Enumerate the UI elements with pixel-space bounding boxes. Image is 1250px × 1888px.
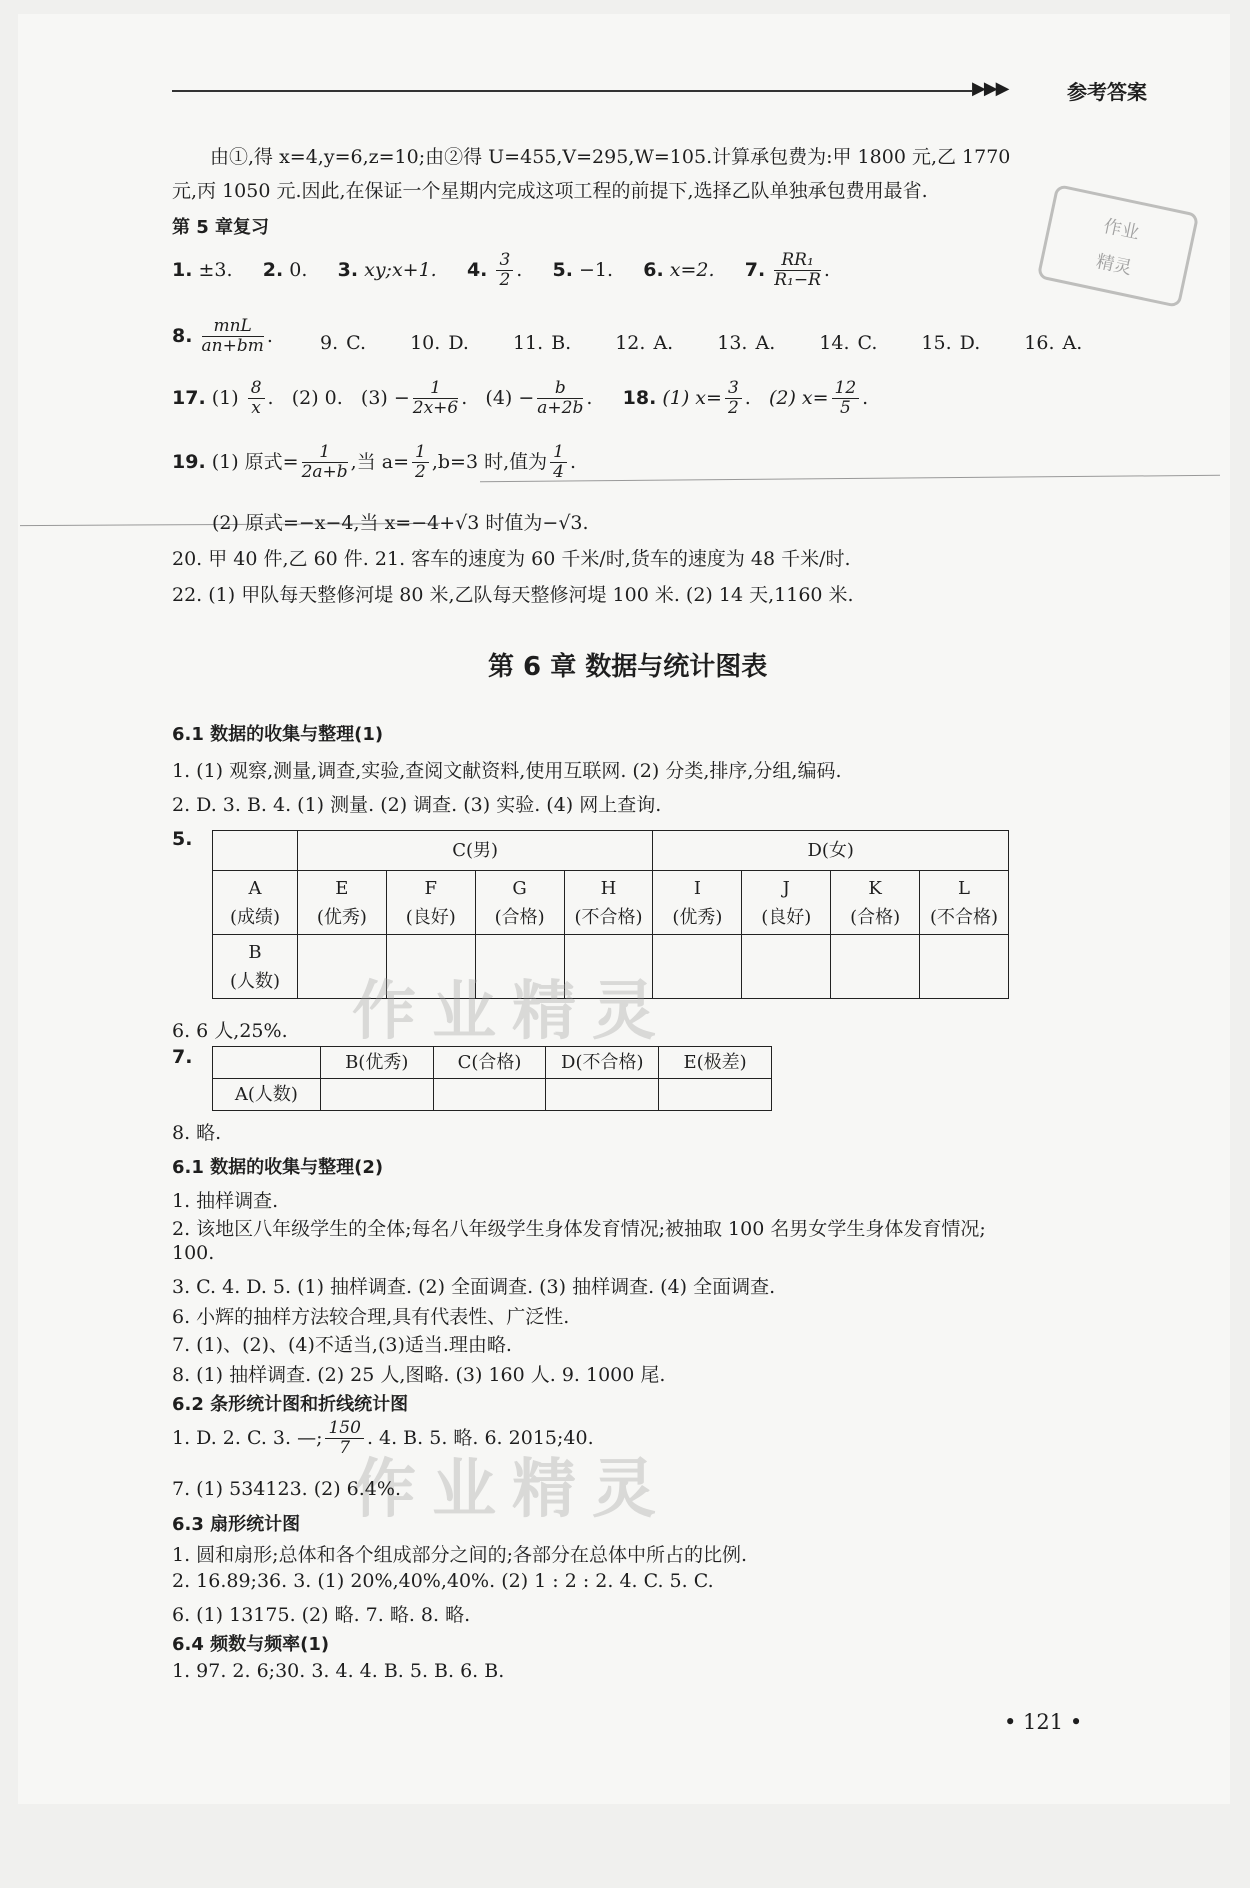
table-cell bbox=[386, 871, 475, 935]
watermark: 作业精灵 bbox=[352, 975, 672, 1049]
numerator: 1 bbox=[302, 444, 348, 463]
part: (2) 0. bbox=[291, 386, 343, 409]
answer: ±3. bbox=[198, 258, 233, 281]
numerator: 1 bbox=[413, 380, 458, 399]
table-cell bbox=[659, 1079, 772, 1111]
q-num: 6. bbox=[643, 258, 664, 281]
intro-line-2: 元,丙 1050 元.因此,在保证一个星期内完成这项工程的前提下,选择乙队单独承包费用最省. bbox=[172, 180, 928, 202]
cell-line: B bbox=[248, 941, 262, 963]
cell-line: (合格) bbox=[850, 906, 901, 928]
s61a-line-8: 8. 略. bbox=[172, 1122, 222, 1144]
cell-line: L bbox=[958, 877, 970, 899]
cell-line: K bbox=[868, 877, 882, 899]
intro-line-1: 由①,得 x=4,y=6,z=10;由②得 U=455,V=295,W=105.计算承包费为:甲 1800 元,乙 1770 bbox=[210, 146, 1011, 168]
numerator: 8 bbox=[248, 380, 265, 399]
denominator: 7 bbox=[339, 1437, 351, 1458]
table-cell bbox=[831, 871, 920, 935]
table-7 bbox=[212, 1046, 772, 1111]
s61b-line: 100. bbox=[172, 1242, 215, 1264]
table-cell-empty bbox=[213, 831, 298, 871]
cell-line: (优秀) bbox=[672, 906, 723, 928]
fraction bbox=[248, 380, 265, 418]
s64-line-1: 1. 97. 2. 6;30. 3. 4. 4. B. 5. B. 6. B. bbox=[172, 1660, 505, 1682]
table-header: E(极差) bbox=[659, 1047, 772, 1079]
table-cell bbox=[546, 1079, 659, 1111]
fraction bbox=[412, 444, 429, 482]
s61b-line: 3. C. 4. D. 5. (1) 抽样调查. (2) 全面调查. (3) 抽样调查. (4) 全面调查. bbox=[172, 1276, 776, 1298]
ch6-title: 第 6 章 数据与统计图表 bbox=[488, 652, 768, 682]
q-num: 4. bbox=[466, 258, 488, 281]
answer: 14. C. bbox=[819, 332, 878, 354]
numerator: b bbox=[537, 380, 583, 399]
cell-line: (优秀) bbox=[316, 906, 367, 928]
fraction bbox=[832, 380, 860, 418]
answer: 15. D. bbox=[921, 332, 981, 354]
table-cell bbox=[564, 871, 653, 935]
numerator: 1 bbox=[550, 444, 567, 463]
part: ,当 a= bbox=[350, 450, 409, 473]
stamp-line-2: 精灵 bbox=[1094, 251, 1134, 280]
q-num: 19. bbox=[172, 450, 206, 473]
table-cell bbox=[920, 871, 1009, 935]
table-cell bbox=[742, 935, 831, 999]
table-cell bbox=[742, 871, 831, 935]
s61b-line: 1. 抽样调查. bbox=[172, 1190, 279, 1212]
table-cell-empty bbox=[213, 1047, 321, 1079]
cell-line: F bbox=[424, 877, 437, 899]
part: (1) 原式= bbox=[211, 450, 299, 473]
q-num: 2. bbox=[262, 258, 284, 281]
table-row bbox=[213, 1047, 772, 1079]
denominator: 2a+b bbox=[301, 461, 348, 482]
denominator: a+2b bbox=[537, 397, 584, 418]
table-header: C(合格) bbox=[433, 1047, 546, 1079]
numerator: 3 bbox=[725, 380, 742, 399]
s63-line: 6. (1) 13175. (2) 略. 7. 略. 8. 略. bbox=[172, 1604, 471, 1626]
q-num: 18. bbox=[622, 386, 657, 409]
fraction bbox=[302, 444, 348, 482]
cell-line: (良好) bbox=[405, 906, 456, 928]
cell-line: (合格) bbox=[494, 906, 545, 928]
cell-line: G bbox=[512, 877, 527, 899]
s62-line-2: 7. (1) 534123. (2) 6.4%. bbox=[172, 1478, 401, 1500]
cell-line: I bbox=[693, 877, 701, 899]
watermark: 作业精灵 bbox=[352, 1453, 672, 1527]
numerator: RR₁ bbox=[774, 252, 821, 271]
ch5-row-7: 22. (1) 甲队每天整修河堤 80 米,乙队每天整修河堤 100 米. (2) 14 天,1160 米. bbox=[172, 584, 854, 606]
table-cell bbox=[433, 1079, 546, 1111]
fraction bbox=[202, 318, 264, 356]
ch5-row-4: 19. (1) 原式= $\frac{1}{2a+b}$ ,当 a= $\frac{1}{2}$ ,b=3 时,值为 $\frac{1}{4}$ . bbox=[172, 442, 576, 482]
cell-line: (良好) bbox=[761, 906, 812, 928]
denominator: 2x+6 bbox=[412, 397, 459, 418]
part: (2) x= bbox=[768, 386, 829, 409]
denominator: 4 bbox=[553, 461, 564, 482]
denominator: x bbox=[251, 397, 261, 418]
part: (1) x= bbox=[662, 386, 722, 409]
denominator: 2 bbox=[727, 397, 739, 418]
cell-line: (成绩) bbox=[229, 906, 280, 928]
ch5-title: 第 5 章复习 bbox=[172, 217, 270, 238]
numerator: 150 bbox=[325, 1420, 363, 1439]
cell-line: A bbox=[248, 877, 262, 899]
s61b-line: 6. 小辉的抽样方法较合理,具有代表性、广泛性. bbox=[172, 1306, 570, 1328]
cell-line: E bbox=[335, 877, 349, 899]
s64-title: 6.4 频数与频率(1) bbox=[172, 1634, 330, 1655]
denominator: R₁−R bbox=[774, 269, 821, 290]
ch5-row-3: 17. (1) $\frac{8}{x}$ . (2) 0. (3) − $\frac{1}{2x+6}$ . (4) − $\frac{b}{a+2b}$ . 18. (1) x= $\frac{3}{2}$ . (2) x= $\frac{12}{5}$ . bbox=[172, 378, 869, 418]
table-row bbox=[213, 1079, 772, 1111]
answer: −1. bbox=[579, 258, 614, 281]
table-cell bbox=[320, 1079, 433, 1111]
fraction bbox=[725, 380, 742, 418]
answer: 1. D. 2. C. 3. —; bbox=[172, 1426, 323, 1449]
q-num: 17. bbox=[172, 386, 206, 409]
fraction bbox=[537, 380, 583, 418]
answer: 13. A. bbox=[717, 332, 776, 354]
s61b-title: 6.1 数据的收集与整理(2) bbox=[172, 1157, 384, 1178]
q-num: 1. bbox=[172, 258, 193, 281]
part: (3) − bbox=[360, 386, 410, 409]
cell-line: H bbox=[600, 877, 617, 899]
table-cell bbox=[213, 871, 298, 935]
numerator: 1 bbox=[412, 444, 429, 463]
answer: 11. B. bbox=[512, 332, 572, 354]
cell-line: J bbox=[782, 877, 790, 899]
part: (1) bbox=[211, 386, 239, 409]
q7-num: 7. bbox=[172, 1046, 193, 1068]
s61a-line-2: 2. D. 3. B. 4. (1) 测量. (2) 调查. (3) 实验. (4) 网上查询. bbox=[172, 794, 662, 816]
answer: 12. A. bbox=[615, 332, 674, 354]
part: ,b=3 时,值为 bbox=[431, 450, 548, 473]
answer: xy;x+1. bbox=[364, 258, 437, 281]
table-row bbox=[213, 831, 1009, 871]
s63-line: 1. 圆和扇形;总体和各个组成部分之间的;各部分在总体中所占的比例. bbox=[172, 1544, 748, 1566]
denominator: 5 bbox=[839, 397, 851, 418]
header-title: 参考答案 bbox=[1067, 80, 1147, 104]
numerator: 3 bbox=[496, 252, 513, 271]
fraction bbox=[413, 380, 458, 418]
s63-title: 6.3 扇形统计图 bbox=[172, 1514, 301, 1535]
page-number: • 121 • bbox=[1004, 1710, 1083, 1734]
table-row bbox=[213, 871, 1009, 935]
table-header: B(优秀) bbox=[320, 1047, 433, 1079]
ch5-row-5: (2) 原式=−x−4,当 x=−4+√3 时值为−√3. bbox=[212, 512, 589, 534]
q-num: 5. bbox=[552, 258, 573, 281]
denominator: 2 bbox=[415, 461, 426, 482]
fraction bbox=[550, 444, 567, 482]
ch5-row-2: 8. $\frac{\text{mnL}}{an+bm}$ . bbox=[172, 316, 273, 356]
cell-line: (人数) bbox=[229, 970, 280, 992]
answer: . 4. B. 5. 略. 6. 2015;40. bbox=[366, 1426, 594, 1449]
s63-line: 2. 16.89;36. 3. (1) 20%,40%,40%. (2) 1 : 2 : 2. 4. C. 5. C. bbox=[172, 1570, 714, 1592]
q-num: 7. bbox=[744, 258, 766, 281]
s61a-title: 6.1 数据的收集与整理(1) bbox=[172, 724, 384, 745]
denominator: 2 bbox=[499, 269, 511, 290]
q-num: 3. bbox=[337, 258, 359, 281]
ch5-row-2-items bbox=[320, 332, 1082, 354]
s61b-line: 2. 该地区八年级学生的全体;每名八年级学生身体发育情况;被抽取 100 名男女学生身体发育情况; bbox=[172, 1218, 986, 1240]
table-cell bbox=[920, 935, 1009, 999]
table-cell bbox=[653, 871, 742, 935]
header-rule bbox=[172, 90, 972, 92]
table-cell bbox=[475, 871, 564, 935]
s61a-line-1: 1. (1) 观察,测量,调查,实验,查阅文献资料,使用互联网. (2) 分类,排序,分组,编码. bbox=[172, 760, 842, 782]
table-header-c: C(男) bbox=[297, 831, 653, 871]
answer: x=2. bbox=[669, 258, 715, 281]
answer: 0. bbox=[289, 258, 308, 281]
header-arrows: ▶▶▶ bbox=[972, 78, 1008, 99]
denominator: an+bm bbox=[201, 335, 264, 356]
table-cell bbox=[213, 935, 298, 999]
q-num: 8. bbox=[172, 324, 193, 347]
ch5-row-1: 1. ±3. 2. 0. 3. xy;x+1. 4. $\frac{3}{2}$ . 5. −1. 6. x=2. 7. $\frac{\text{RR₁}}{\text{R₁−R}}$ . bbox=[172, 250, 830, 290]
q5-num: 5. bbox=[172, 828, 193, 850]
stamp-line-1: 作业 bbox=[1101, 215, 1142, 244]
answer: 10. D. bbox=[410, 332, 469, 354]
ch5-row-6: 20. 甲 40 件,乙 60 件. 21. 客车的速度为 60 千米/时,货车的速度为 48 千米/时. bbox=[172, 548, 851, 570]
table-header-d: D(女) bbox=[653, 831, 1009, 871]
table-row-label: A(人数) bbox=[213, 1079, 321, 1111]
cell-line: (不合格) bbox=[574, 906, 643, 928]
s61a-line-6: 6. 6 人,25%. bbox=[172, 1020, 288, 1042]
answer: 9. C. bbox=[320, 332, 367, 354]
s61b-line: 7. (1)、(2)、(4)不适当,(3)适当.理由略. bbox=[172, 1334, 512, 1356]
cell-line: (不合格) bbox=[930, 906, 999, 928]
part: (4) − bbox=[485, 386, 535, 409]
fraction bbox=[774, 252, 821, 290]
fraction bbox=[496, 252, 513, 290]
numerator: 12 bbox=[832, 380, 860, 399]
answer: 16. A. bbox=[1024, 332, 1083, 354]
numerator: mnL bbox=[202, 318, 264, 337]
table-cell bbox=[297, 871, 386, 935]
s62-title: 6.2 条形统计图和折线统计图 bbox=[172, 1394, 409, 1415]
table-header: D(不合格) bbox=[546, 1047, 659, 1079]
s61b-line: 8. (1) 抽样调查. (2) 25 人,图略. (3) 160 人. 9. 1000 尾. bbox=[172, 1364, 666, 1386]
table-cell bbox=[831, 935, 920, 999]
